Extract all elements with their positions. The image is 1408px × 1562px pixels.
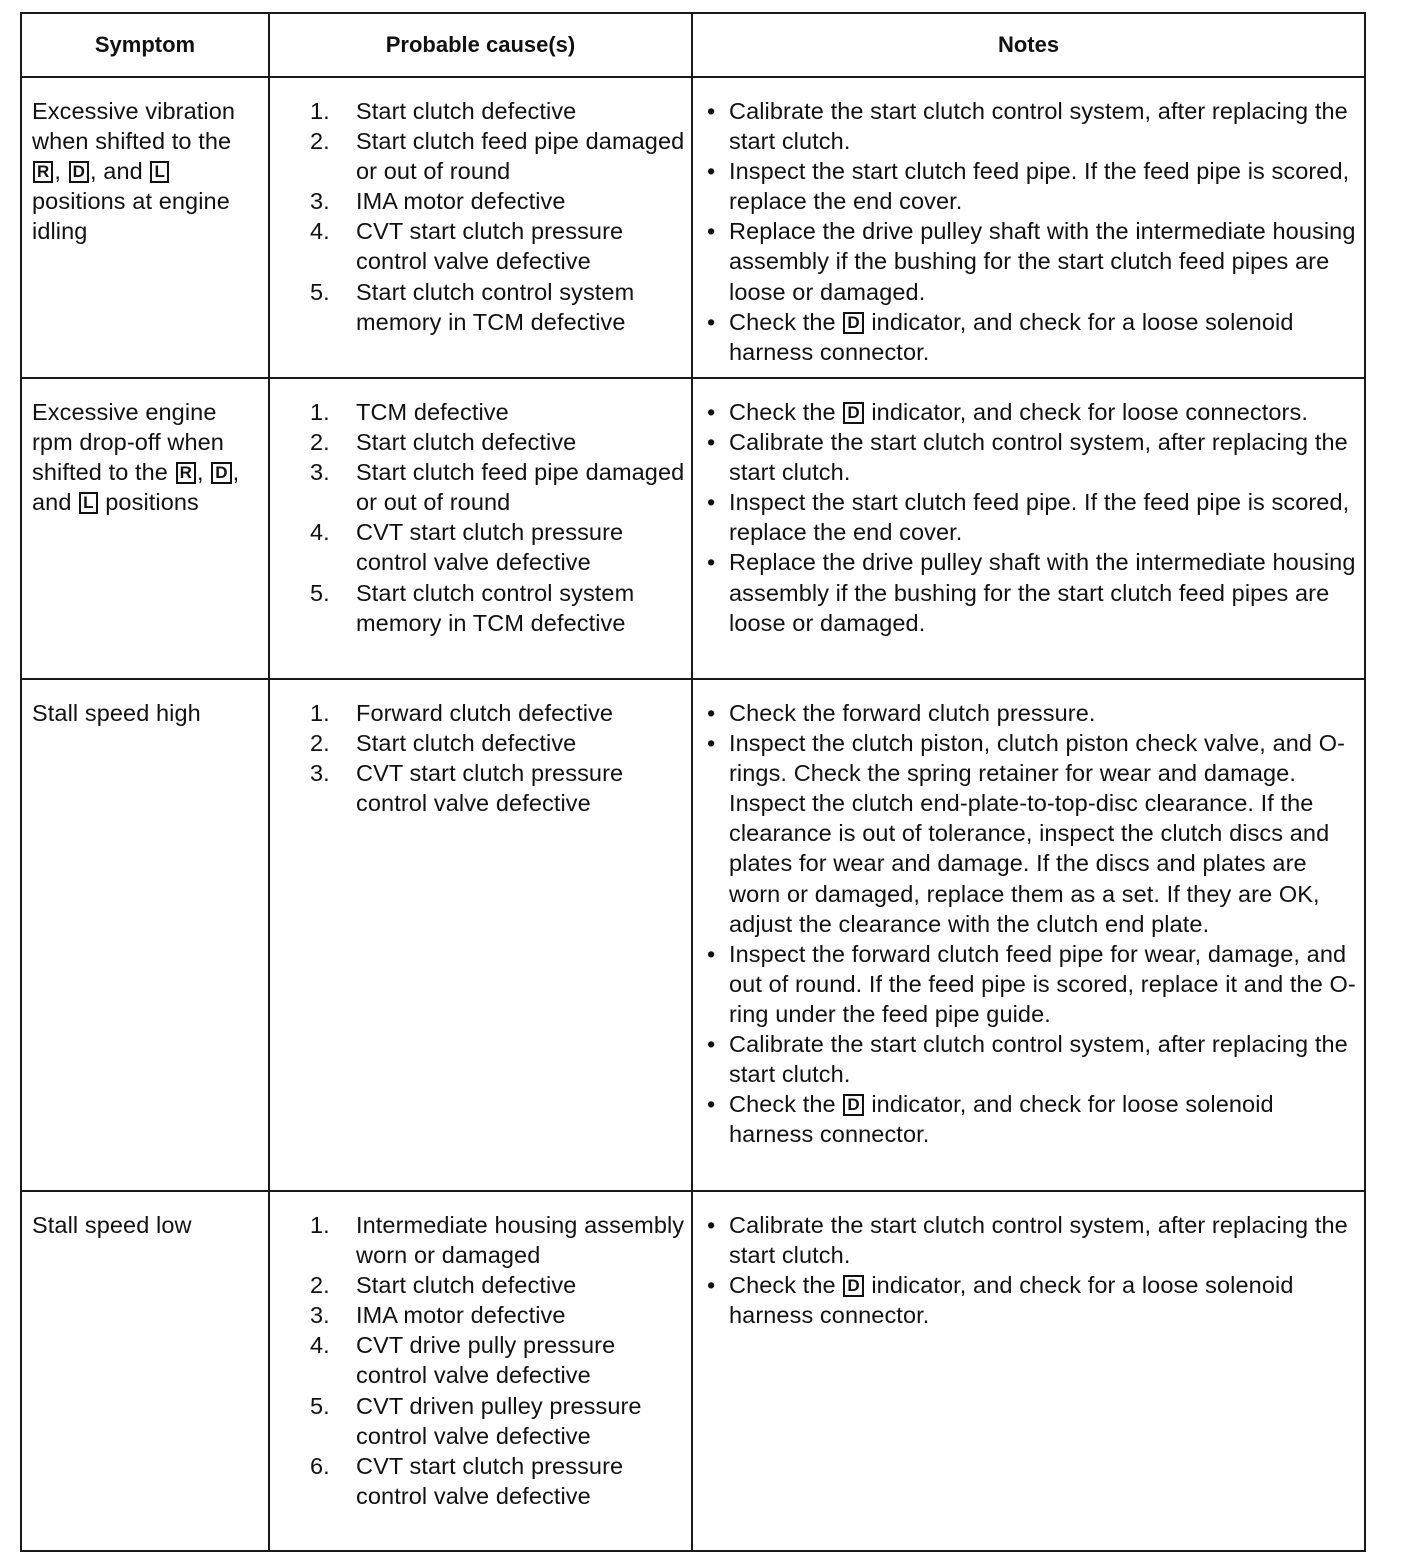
header-probable-causes: Probable cause(s): [269, 13, 692, 77]
cause-item: [310, 427, 685, 457]
cause-number: 3.: [310, 188, 330, 215]
shift-position-symbol: D: [843, 402, 863, 424]
bullet-icon: •: [707, 1272, 716, 1299]
table-row: [21, 679, 1365, 1191]
text-fragment: Inspect the start clutch feed pipe. If the feed pipe is scored, replace the end cover.: [729, 489, 1350, 546]
cause-number: 2.: [310, 730, 330, 757]
causes-cell: [269, 679, 692, 1191]
notes-list: [693, 379, 1364, 638]
note-item: [707, 96, 1356, 156]
text-fragment: , and: [90, 158, 150, 185]
cause-item: [310, 1451, 685, 1511]
cause-number: 1.: [310, 399, 330, 425]
symptom-text: [22, 680, 268, 728]
text-fragment: Inspect the clutch piston, clutch piston check valve, and O-rings. Check the spring retainer for wear and damage. Inspect the clutch end-plate-to-top-disc clearance. If the clearance is out of tolerance, inspect the clutch discs and plates for wear and damage. If the discs and plates are worn or damaged, replace them as a set. If they are OK, adjust the clearance with the clutch end plate.: [729, 730, 1346, 937]
shift-position-symbol: D: [211, 462, 231, 484]
cause-item: [310, 698, 685, 728]
note-item: [707, 1029, 1356, 1089]
cause-number: 2.: [310, 128, 330, 155]
text-fragment: ,: [196, 459, 211, 486]
cause-item: [310, 1391, 685, 1451]
bullet-icon: •: [707, 1091, 716, 1118]
shift-position-symbol: D: [843, 1094, 863, 1116]
text-fragment: Check the: [729, 1091, 843, 1118]
cause-text: Start clutch defective: [356, 98, 577, 124]
cause-item: [310, 186, 685, 216]
table-row: [21, 77, 1365, 378]
bullet-icon: •: [707, 308, 716, 335]
shift-position-symbol: D: [843, 1275, 863, 1297]
text-fragment: Excessive vibration when shifted to the: [32, 98, 236, 155]
text-fragment: , and: [32, 459, 240, 516]
bullet-icon: •: [707, 700, 716, 726]
note-item: [707, 698, 1356, 728]
notes-cell: [692, 77, 1365, 378]
table-row: [21, 1191, 1365, 1551]
note-text: [729, 728, 1356, 939]
bullet-icon: •: [707, 489, 716, 516]
cause-item: [310, 1270, 685, 1300]
cause-text: Start clutch defective: [356, 429, 577, 456]
bullet-icon: •: [707, 98, 716, 124]
cause-item: [310, 728, 685, 758]
causes-cell: [269, 77, 692, 378]
text-fragment: Inspect the start clutch feed pipe. If the feed pipe is scored, replace the end cover.: [729, 158, 1350, 215]
symptom-cell: [21, 1191, 269, 1551]
note-item: [707, 487, 1356, 547]
cause-item: [310, 96, 685, 126]
cause-number: 1.: [310, 700, 330, 726]
note-item: [707, 216, 1356, 306]
note-text: [729, 487, 1356, 547]
text-fragment: Stall speed high: [32, 700, 201, 726]
cause-item: [310, 457, 685, 517]
text-fragment: positions: [98, 489, 199, 516]
text-fragment: ,: [54, 158, 68, 185]
causes-list: [270, 379, 691, 638]
cause-item: [310, 758, 685, 818]
causes-list: [270, 1192, 691, 1511]
cause-number: 5.: [310, 1392, 330, 1419]
note-item: [707, 1270, 1356, 1330]
note-text: [729, 939, 1356, 1029]
bullet-icon: •: [707, 158, 716, 185]
note-text: [729, 1029, 1356, 1089]
header-symptom: Symptom: [21, 13, 269, 77]
note-item: [707, 397, 1356, 427]
cause-text: CVT driven pulley pressure control valve defective: [356, 1392, 642, 1449]
notes-list: [693, 680, 1364, 1149]
cause-text: CVT drive pully pressure control valve defective: [356, 1332, 616, 1389]
text-fragment: indicator, and check for loose connectors.: [864, 399, 1308, 425]
note-text: [729, 1270, 1356, 1330]
bullet-icon: •: [707, 218, 716, 245]
shift-position-symbol: D: [843, 312, 863, 334]
bullet-icon: •: [707, 1212, 716, 1238]
text-fragment: positions at engine idling: [32, 188, 230, 245]
note-text: [729, 307, 1356, 367]
cause-number: 4.: [310, 218, 330, 245]
cause-text: Start clutch control system memory in TCM defective: [356, 278, 635, 335]
bullet-icon: •: [707, 1031, 716, 1058]
cause-number: 4.: [310, 519, 330, 546]
note-text: [729, 96, 1356, 156]
cause-text: Intermediate housing assembly worn or damaged: [356, 1212, 685, 1269]
text-fragment: Excessive engine rpm drop-off when shifted to the: [32, 399, 224, 486]
cause-number: 3.: [310, 760, 330, 787]
note-item: [707, 1210, 1356, 1270]
cause-item: [310, 578, 685, 638]
note-text: [729, 1210, 1356, 1270]
text-fragment: Replace the drive pulley shaft with the intermediate housing assembly if the bushing for the start clutch feed pipes are loose or damaged.: [729, 218, 1356, 305]
troubleshooting-table: [20, 12, 1366, 1552]
note-item: [707, 427, 1356, 487]
header-notes: Notes: [692, 13, 1365, 77]
cause-item: [310, 216, 685, 276]
text-fragment: Check the: [729, 399, 843, 425]
note-text: [729, 397, 1356, 427]
shift-position-symbol: L: [150, 161, 168, 183]
note-text: [729, 1089, 1356, 1149]
notes-cell: [692, 378, 1365, 679]
note-text: [729, 698, 1356, 728]
text-fragment: Calibrate the start clutch control system, after replacing the start clutch.: [729, 429, 1348, 486]
shift-position-symbol: R: [33, 161, 53, 183]
cause-number: 4.: [310, 1332, 330, 1359]
cause-item: [310, 1210, 685, 1270]
text-fragment: indicator, and check for loose solenoid harness connector.: [729, 1091, 1274, 1148]
cause-number: 5.: [310, 579, 330, 606]
bullet-icon: •: [707, 429, 716, 456]
cause-item: [310, 397, 685, 427]
cause-text: CVT start clutch pressure control valve defective: [356, 218, 624, 275]
header-row: [21, 13, 1365, 77]
text-fragment: Calibrate the start clutch control system, after replacing the start clutch.: [729, 1212, 1348, 1269]
notes-cell: [692, 1191, 1365, 1551]
causes-cell: [269, 378, 692, 679]
symptom-text: [22, 1192, 268, 1240]
text-fragment: Check the: [729, 308, 843, 335]
symptom-text: [22, 78, 268, 246]
cause-text: Start clutch defective: [356, 730, 577, 757]
text-fragment: Calibrate the start clutch control system, after replacing the start clutch.: [729, 1031, 1348, 1088]
text-fragment: Inspect the forward clutch feed pipe for wear, damage, and out of round. If the feed pipe is scored, replace it and the O-ring under the feed pipe guide.: [729, 940, 1356, 1027]
shift-position-symbol: D: [69, 161, 89, 183]
causes-list: [270, 680, 691, 818]
symptom-cell: [21, 77, 269, 378]
cause-text: CVT start clutch pressure control valve defective: [356, 760, 624, 817]
note-item: [707, 939, 1356, 1029]
cause-item: [310, 1300, 685, 1330]
bullet-icon: •: [707, 940, 716, 967]
cause-item: [310, 517, 685, 577]
cause-number: 5.: [310, 278, 330, 305]
text-fragment: indicator, and check for a loose solenoid harness connector.: [729, 308, 1294, 365]
note-item: [707, 728, 1356, 939]
cause-number: 2.: [310, 429, 330, 456]
text-fragment: Check the forward clutch pressure.: [729, 700, 1096, 726]
cause-text: CVT start clutch pressure control valve defective: [356, 1452, 624, 1509]
cause-number: 3.: [310, 1302, 330, 1329]
table-row: [21, 378, 1365, 679]
note-item: [707, 547, 1356, 637]
cause-number: 3.: [310, 459, 330, 486]
note-item: [707, 1089, 1356, 1149]
note-text: [729, 216, 1356, 306]
shift-position-symbol: R: [176, 462, 196, 484]
symptom-cell: [21, 378, 269, 679]
causes-cell: [269, 1191, 692, 1551]
bullet-icon: •: [707, 399, 716, 425]
cause-text: IMA motor defective: [356, 1302, 566, 1329]
cause-number: 2.: [310, 1272, 330, 1299]
causes-list: [270, 78, 691, 337]
cause-text: TCM defective: [356, 399, 509, 425]
text-fragment: Replace the drive pulley shaft with the intermediate housing assembly if the bushing for the start clutch feed pipes are loose or damaged.: [729, 549, 1356, 636]
text-fragment: Stall speed low: [32, 1212, 192, 1238]
symptom-text: [22, 379, 268, 517]
note-item: [707, 156, 1356, 216]
cause-text: Start clutch feed pipe damaged or out of round: [356, 459, 685, 516]
cause-item: [310, 1330, 685, 1390]
text-fragment: Check the: [729, 1272, 843, 1299]
cause-text: Start clutch control system memory in TCM defective: [356, 579, 635, 636]
notes-cell: [692, 679, 1365, 1191]
cause-text: Forward clutch defective: [356, 700, 614, 726]
cause-text: IMA motor defective: [356, 188, 566, 215]
cause-text: Start clutch defective: [356, 1272, 577, 1299]
cause-number: 1.: [310, 98, 330, 124]
cause-number: 1.: [310, 1212, 330, 1238]
text-fragment: indicator, and check for a loose solenoid harness connector.: [729, 1272, 1294, 1329]
cause-number: 6.: [310, 1452, 330, 1479]
notes-list: [693, 78, 1364, 367]
note-text: [729, 427, 1356, 487]
cause-item: [310, 126, 685, 186]
note-item: [707, 307, 1356, 367]
bullet-icon: •: [707, 549, 716, 576]
cause-item: [310, 277, 685, 337]
shift-position-symbol: L: [79, 492, 97, 514]
bullet-icon: •: [707, 730, 716, 757]
note-text: [729, 156, 1356, 216]
text-fragment: Calibrate the start clutch control system, after replacing the start clutch.: [729, 98, 1348, 155]
note-text: [729, 547, 1356, 637]
symptom-cell: [21, 679, 269, 1191]
notes-list: [693, 1192, 1364, 1330]
cause-text: Start clutch feed pipe damaged or out of round: [356, 128, 685, 185]
cause-text: CVT start clutch pressure control valve defective: [356, 519, 624, 576]
